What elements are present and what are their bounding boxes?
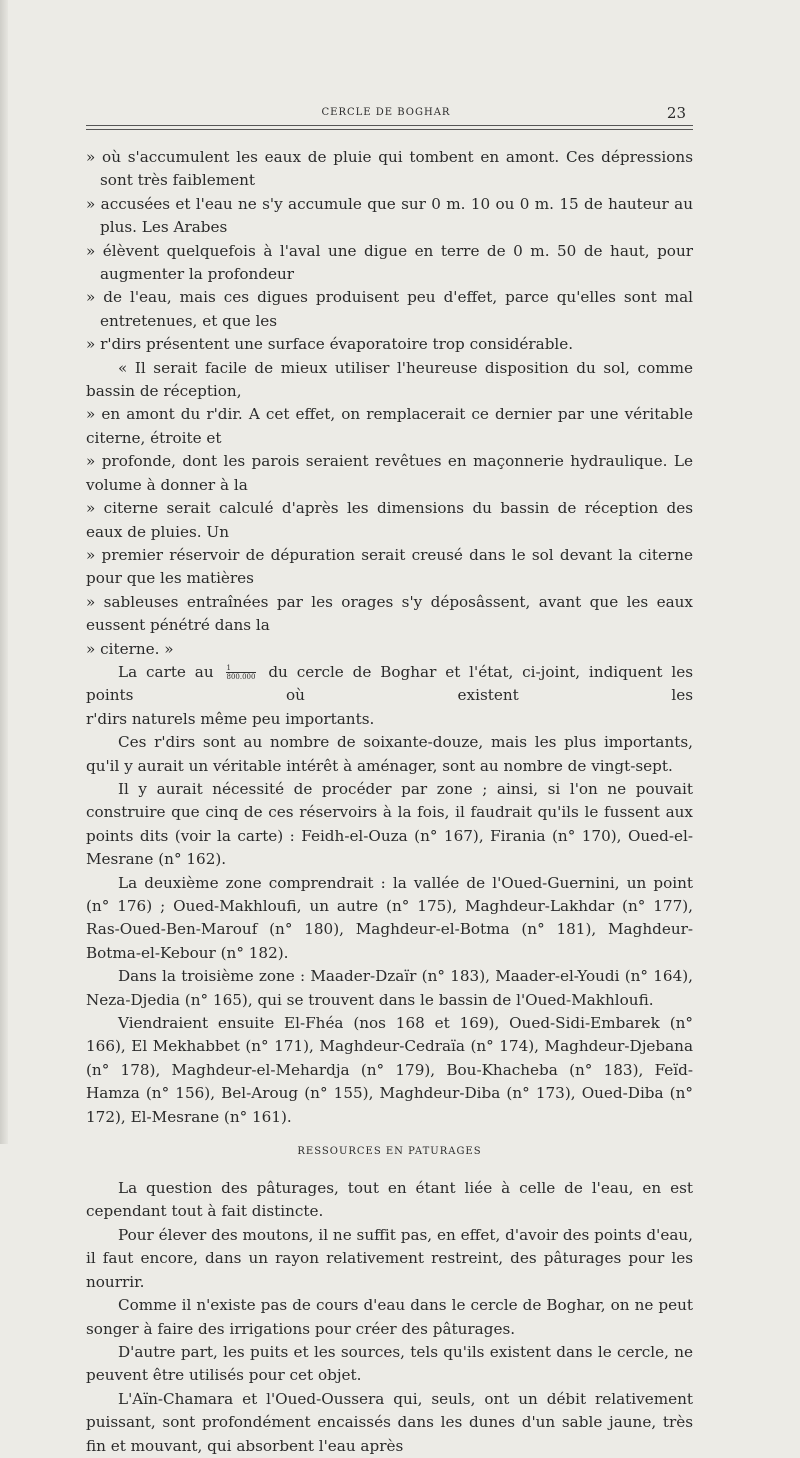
body-paragraph: Ces r'dirs sont au nombre de soixante-douze, mais les plus importants, qu'il y aurait un véritable intérêt à aménager, sont au nombre de vingt-sept. — [86, 733, 693, 775]
quote-line: « Il serait facile de mieux utiliser l'heureuse disposition du sol, comme bassin de réception, — [86, 358, 693, 401]
page-header — [86, 104, 686, 122]
carte-line-2: r'dirs naturels même peu importants. — [86, 709, 375, 728]
quote-line: » profonde, dont les parois seraient revêtues en maçonnerie hydraulique. Le volume à donner à la — [86, 452, 693, 494]
body-paragraph: Il y aurait nécessité de procéder par zone ; ainsi, si l'on ne pouvait construire que cinq de ces réservoirs à la fois, il faudrait qu'ils le fussent aux points dits (voir la carte) : Feidh-el-Ouza (n° 167), Firania (n° 170), Oued-el-Mesrane (n° 162). — [86, 779, 693, 869]
quote-line: » élèvent quelquefois à l'aval une digue en terre de 0 m. 50 de haut, pour augmenter la profondeur — [86, 241, 693, 284]
quote-line: » r'dirs présentent une surface évaporatoire trop considérable. — [86, 335, 574, 354]
quote-line: » citerne serait calculé d'après les dimensions du bassin de réception des eaux de pluies. Un — [86, 499, 693, 541]
section-paragraph: D'autre part, les puits et les sources, tels qu'ils existent dans le cercle, ne peuvent être utilisés pour cet objet. — [86, 1342, 693, 1385]
header-rule-bottom — [86, 129, 693, 130]
body-paragraph: La deuxième zone comprendrait : la vallée de l'Oued-Guernini, un point (n° 176) ; Oued-Makhloufi, un autre (n° 175), Maghdeur-Lakhdar (n° 177), Ras-Oued-Ben-Marouf (n° 180), Maghdeur-el-Botma (n° 181), Maghdeur-Botma-el-Kebour (n° 182). — [86, 873, 693, 962]
quote-line: » de l'eau, mais ces digues produisent peu d'effet, parce qu'elles sont mal entretenues, et que les — [86, 288, 693, 330]
carte-suffix: du cercle de Boghar et l'état, ci-joint, indiquent les points où existent les — [86, 662, 694, 705]
section-paragraph: Comme il n'existe pas de cours d'eau dans le cercle de Boghar, on ne peut songer à faire des irrigations pour créer des pâturages. — [86, 1296, 693, 1338]
page-body — [86, 146, 693, 1458]
header-rule-top — [86, 125, 693, 126]
carte-prefix: La carte au — [118, 662, 214, 681]
scale-numerator: 1 — [226, 664, 257, 673]
quote-paragraph-1 — [86, 146, 693, 357]
body-paragraph: Viendraient ensuite El-Fhéa (nos 168 et 169), Oued-Sidi-Embarek (n° 166), El Mekhabbet (n° 171), Maghdeur-Cedraïa (n° 174), Maghdeur-Djebana (n° 178), Maghdeur-el-Mehardja (n° 179), Bou-Khacheba (n° 183), Feïd-Hamza (n° 156), Bel-Aroug (n° 155), Maghdeur-Diba (n° 173), Oued-Diba (n° 172), El-Mesrane (n° 161). — [86, 1014, 693, 1126]
section-paragraph: La question des pâturages, tout en étant liée à celle de l'eau, en est cependant tout à fait distincte. — [86, 1179, 693, 1221]
section-heading: RESSOURCES EN PATURAGES — [297, 1146, 482, 1158]
carte-line — [86, 661, 693, 708]
page-number: 23 — [666, 104, 686, 122]
quote-line: » accusées et l'eau ne s'y accumule que sur 0 m. 10 ou 0 m. 15 de hauteur au plus. Les Arabes — [86, 194, 693, 237]
quote-line: » premier réservoir de dépuration serait creusé dans le sol devant la citerne pour que les matières — [86, 545, 693, 588]
scale-denominator: 800.000 — [226, 673, 256, 682]
body-paragraph: Dans la troisième zone : Maader-Dzaïr (n° 183), Maader-el-Youdi (n° 164), Neza-Djedia (n° 165), qui se trouvent dans le bassin de l'Oued-Makhloufi. — [86, 967, 693, 1009]
quote-line: » sableuses entraînées par les orages s'y déposâssent, avant que les eaux eussent pénétré dans la — [86, 592, 693, 635]
quote-line: » citerne. » — [86, 639, 174, 658]
section-paragraph: Pour élever des moutons, il ne suffit pas, en effet, d'avoir des points d'eau, il faut encore, dans un rayon relativement restreint, des pâturages pour les nourrir. — [86, 1225, 693, 1291]
carte-paragraph — [86, 661, 693, 731]
map-scale-fraction — [226, 664, 257, 681]
quote-paragraph-2 — [86, 357, 693, 661]
running-title: CERCLE DE BOGHAR — [321, 107, 451, 118]
page-binding-edge — [0, 0, 8, 1144]
quote-line: » en amont du r'dir. A cet effet, on remplacerait ce dernier par une véritable citerne, étroite et — [86, 405, 693, 447]
quote-line: » où s'accumulent les eaux de pluie qui tombent en amont. Ces dépressions sont très faiblement — [86, 148, 693, 190]
section-paragraph: L'Aïn-Chamara et l'Oued-Oussera qui, seuls, ont un débit relativement puissant, sont profondément encaissés dans les dunes d'un sable jaune, très fin et mouvant, qui absorbent l'eau après — [86, 1389, 693, 1455]
